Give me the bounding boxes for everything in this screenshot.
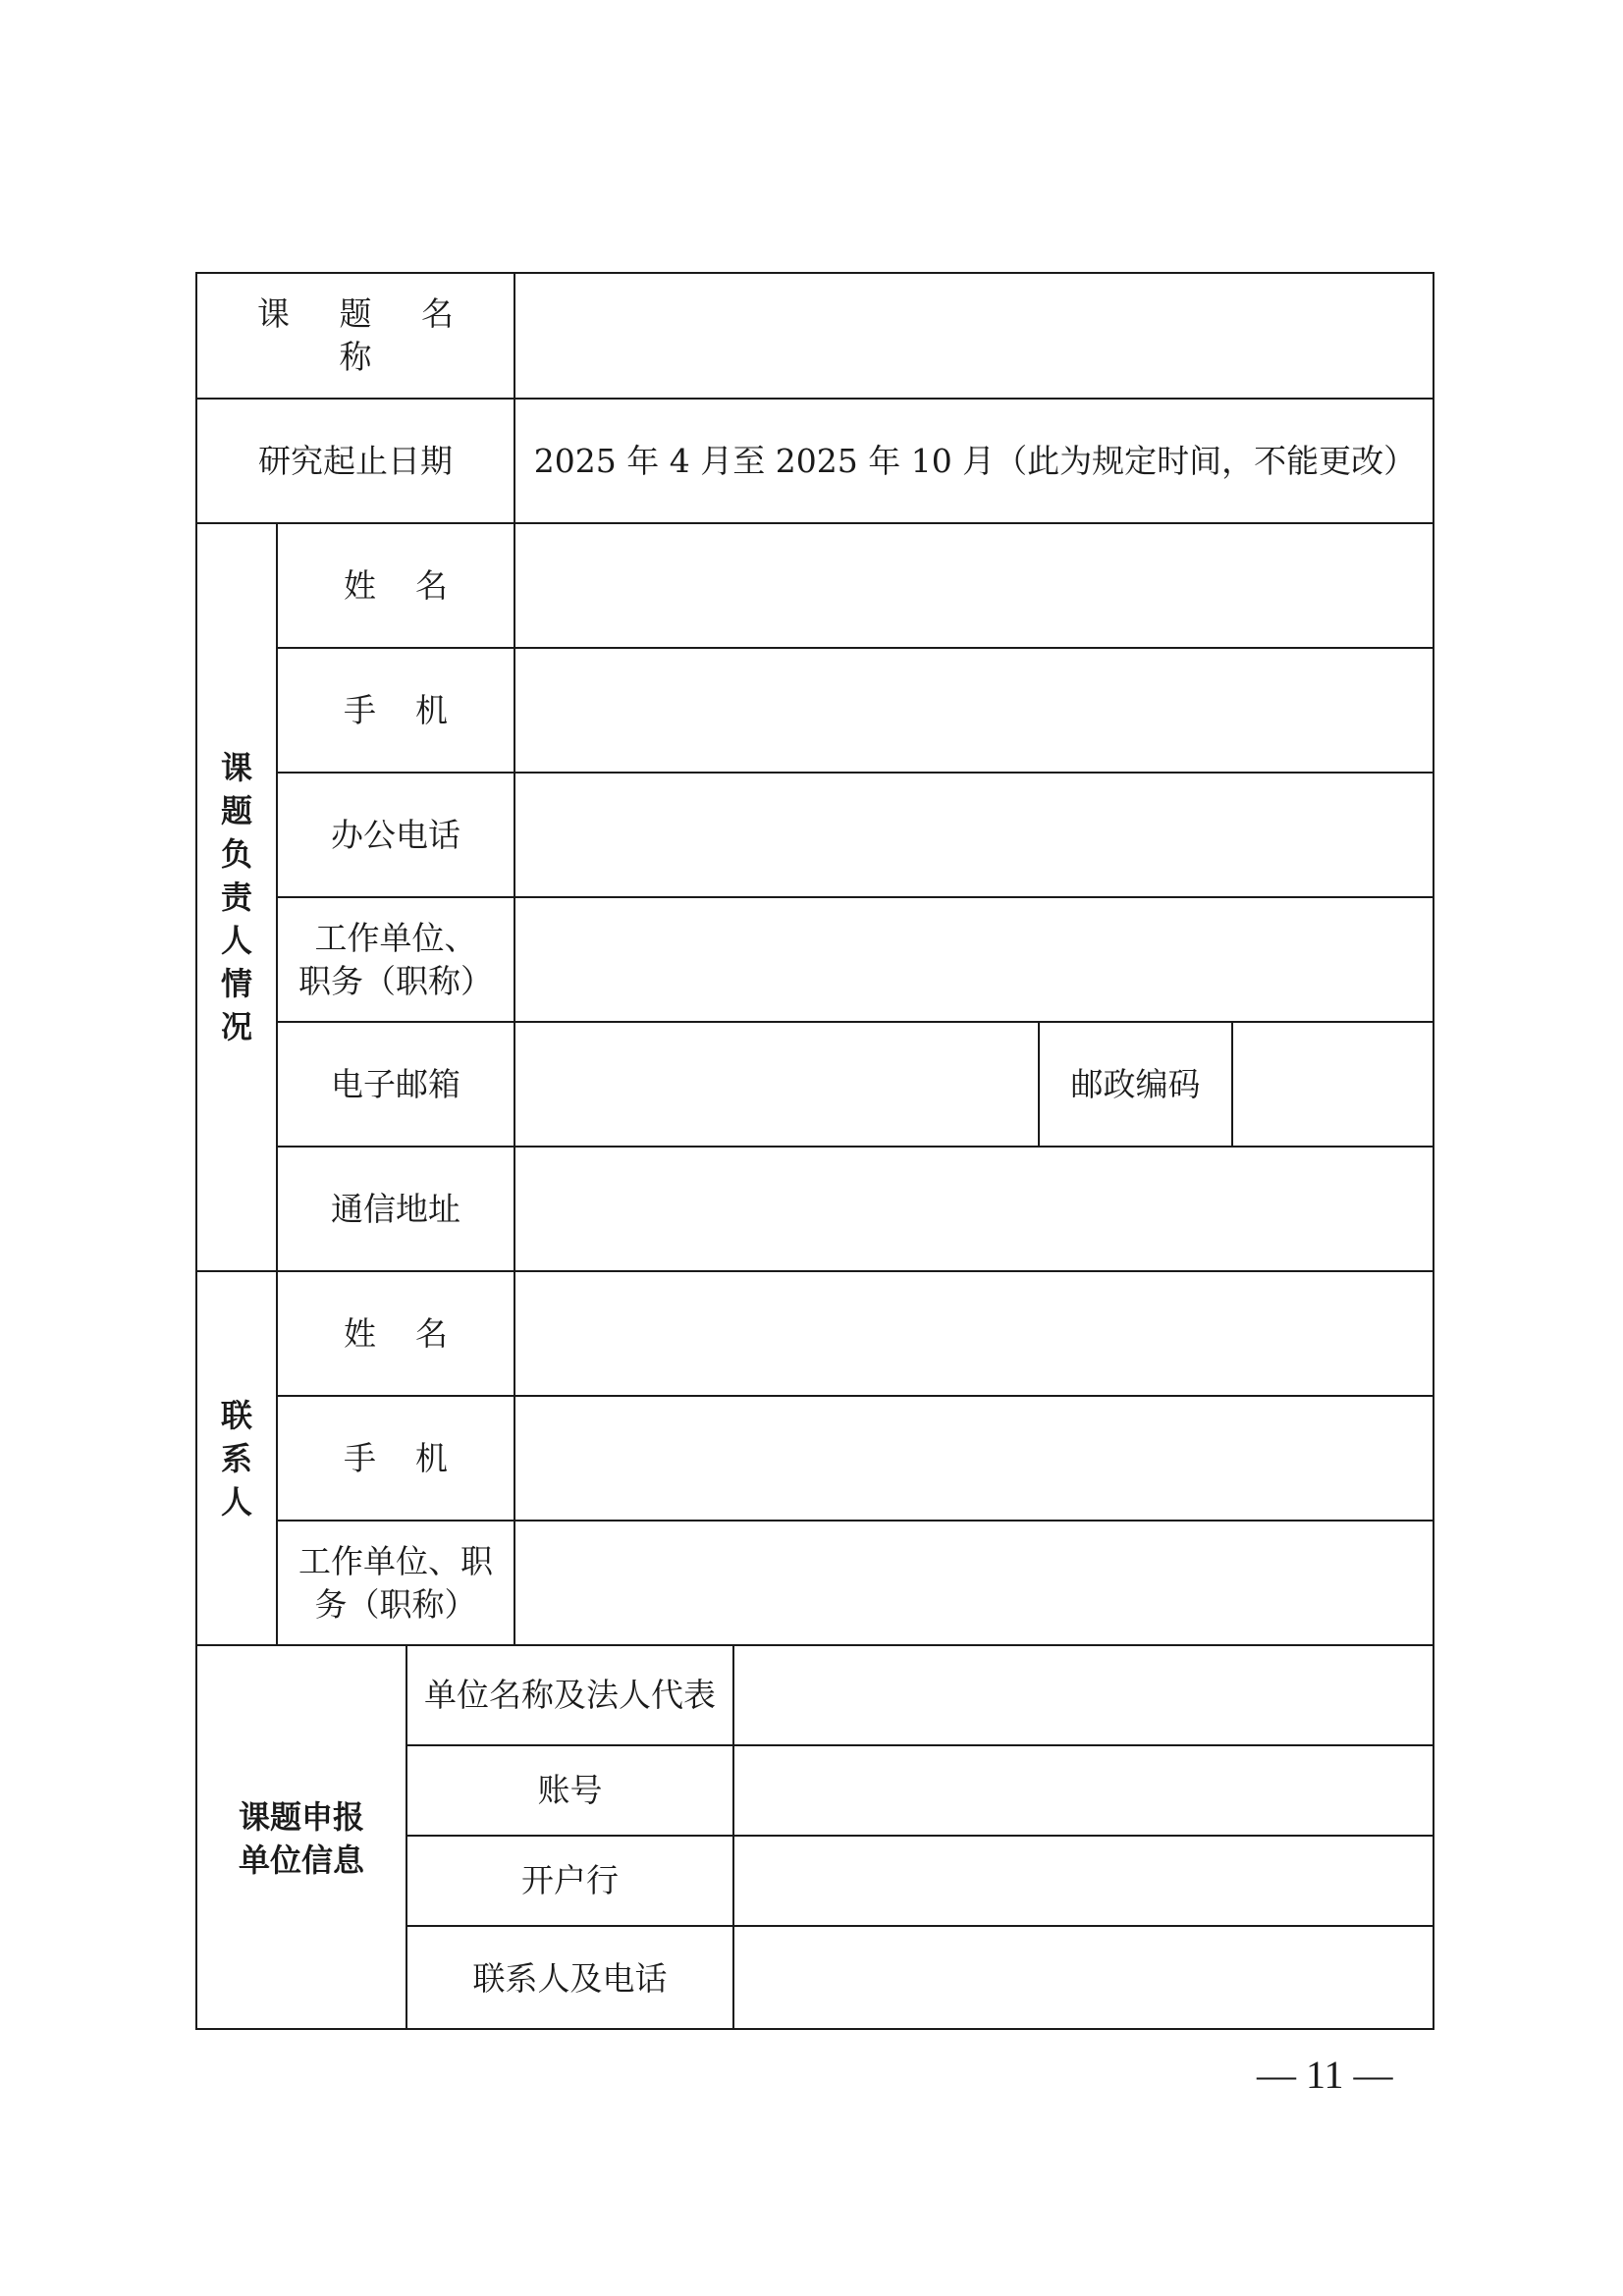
leader-mobile-field[interactable]	[515, 649, 1434, 772]
topic-name-label: 课 题 名 称	[257, 294, 473, 376]
contact-phone-label: 联系人及电话	[472, 1958, 668, 1998]
contact-phone-field[interactable]	[734, 1927, 1434, 2030]
leader-mobile-label: 手机	[344, 690, 487, 729]
leader-postcode-label: 邮政编码	[1070, 1064, 1201, 1103]
leader-address-field[interactable]	[515, 1148, 1434, 1270]
account-label: 账号	[537, 1771, 603, 1809]
leader-email-label: 电子邮箱	[331, 1064, 460, 1103]
leader-section-title: 课 题 负 责 人 情 况	[220, 749, 252, 1045]
contact-work-unit-field[interactable]	[515, 1522, 1434, 1644]
page-number: — 11 —	[1257, 2053, 1393, 2097]
bank-label: 开户行	[521, 1861, 619, 1899]
contact-mobile-field[interactable]	[515, 1397, 1434, 1520]
application-form-table	[195, 272, 1434, 2030]
leader-name-label: 姓名	[344, 565, 487, 605]
contact-name-field[interactable]	[515, 1272, 1434, 1395]
leader-name-field[interactable]	[515, 524, 1434, 647]
leader-address-label: 通信地址	[331, 1189, 460, 1228]
leader-work-unit-field[interactable]	[515, 898, 1434, 1021]
leader-work-unit-label: 工作单位、 职务（职称）	[298, 918, 493, 1000]
contact-work-unit-label: 工作单位、职 务（职称）	[298, 1541, 493, 1624]
unit-rep-label: 单位名称及法人代表	[424, 1676, 716, 1714]
contact-name-label: 姓名	[344, 1313, 487, 1353]
unit-section-title: 课题申报 单位信息	[238, 1797, 364, 1879]
leader-office-phone-field[interactable]	[515, 774, 1434, 896]
leader-postcode-field[interactable]	[1233, 1023, 1434, 1146]
topic-name-field[interactable]	[515, 274, 1434, 398]
contact-section-title: 联 系 人	[220, 1396, 252, 1521]
bank-field[interactable]	[734, 1837, 1434, 1925]
leader-email-field[interactable]	[515, 1023, 1038, 1146]
leader-office-phone-label: 办公电话	[331, 815, 460, 854]
research-period-label: 研究起止日期	[258, 441, 453, 480]
research-period-value: 2025 年 4 月至 2025 年 10 月（此为规定时间，不能更改）	[533, 441, 1417, 480]
account-field[interactable]	[734, 1746, 1434, 1835]
unit-rep-field[interactable]	[734, 1646, 1434, 1744]
contact-mobile-label: 手机	[344, 1438, 487, 1477]
